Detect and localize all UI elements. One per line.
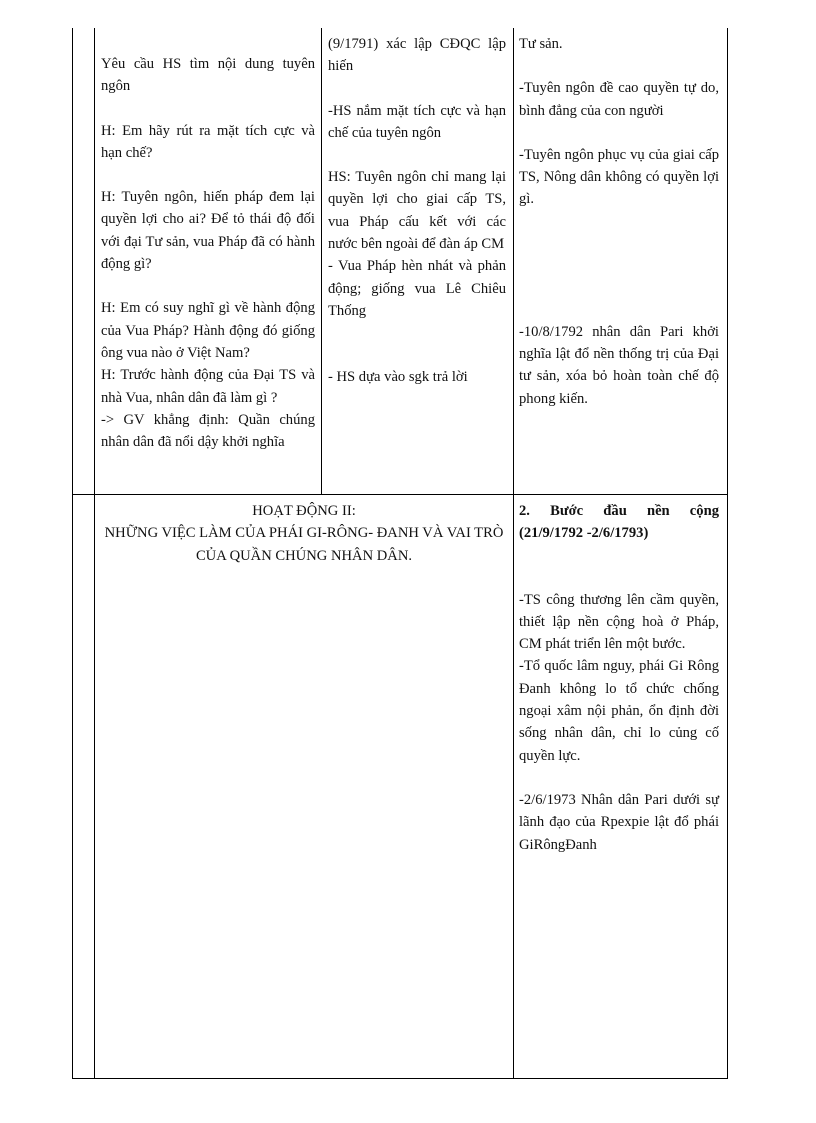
lesson-content-lower-cell [519, 500, 719, 856]
activity-title: HOẠT ĐỘNG II: [252, 503, 356, 519]
activity-heading-cell [101, 500, 507, 567]
blank-line [101, 98, 315, 120]
paragraph: Tư sản. [519, 36, 563, 52]
activity-subtitle: NHỮNG VIỆC LÀM CỦA PHÁI GI-RÔNG- ĐANH VÀ VAI TRÒ CỦA QUẦN CHÚNG NHÂN DÂN. [104, 525, 504, 564]
blank-line [519, 767, 719, 789]
lesson-content-cell [519, 33, 719, 410]
student-activity-cell [328, 33, 506, 389]
paragraph: -2/6/1973 Nhân dân Pari dưới sự lãnh đạo của Rpexpie lật đổ phái GiRôngĐanh [519, 791, 719, 853]
paragraph: -> GV khẳng định: Quần chúng nhân dân đã nổi dậy khởi nghĩa [101, 411, 315, 451]
blank-line [519, 299, 719, 321]
blank-line [328, 78, 506, 100]
teacher-activity-cell [101, 53, 315, 453]
paragraph: HS: Tuyên ngôn chỉ mang lại quyền lợi cho giai cấp TS, vua Pháp cấu kết với các nước bên ngoài để đàn áp CM [328, 169, 506, 253]
blank-line [519, 233, 719, 255]
paragraph: -TS công thương lên cầm quyền, thiết lập nền cộng hoà ở Pháp, CM phát triển lên một bước. [519, 591, 719, 653]
paragraph: -Tuyên ngôn đề cao quyền tự do, bình đẳng của con người [519, 80, 719, 119]
table-content-border [513, 28, 514, 1079]
blank-line [101, 164, 315, 186]
paragraph: H: Em có suy nghĩ gì về hành động của Vua Pháp? Hành động đó giống ông vua nào ở Việt Nam? [101, 300, 315, 361]
blank-line [328, 344, 506, 366]
table-bottom-border [72, 1078, 728, 1079]
table-narrow-column-border [94, 28, 95, 1079]
blank-line [519, 255, 719, 277]
table-right-border [727, 28, 728, 1079]
paragraph: H: Tuyên ngôn, hiến pháp đem lại quyền lợi cho ai? Để tỏ thái độ đối với đại Tư sản, vua Pháp đã có hành động gì? [101, 189, 315, 273]
blank-line [519, 545, 719, 567]
paragraph: Yêu cầu HS tìm nội dung tuyên ngôn [101, 56, 315, 95]
table-left-border [72, 28, 73, 1079]
blank-line [519, 55, 719, 77]
paragraph: -HS nắm mặt tích cực và hạn chế của tuyên ngôn [328, 102, 506, 141]
blank-line [519, 277, 719, 299]
section-heading: 2. Bước đầu nền cộng (21/9/1792 -2/6/1793) [519, 503, 719, 542]
table-row-divider [72, 494, 728, 495]
paragraph: -Tuyên ngôn phục vụ của giai cấp TS, Nông dân không có quyền lợi gì. [519, 146, 719, 208]
paragraph: -10/8/1792 nhân dân Pari khởi nghĩa lật đổ nền thống trị của Đại tư sản, xóa bỏ hoàn toàn chế độ phong kiến. [519, 323, 719, 407]
blank-line [328, 322, 506, 344]
paragraph: H: Em hãy rút ra mặt tích cực và hạn chế? [101, 122, 315, 161]
blank-line [519, 567, 719, 589]
blank-line [519, 211, 719, 233]
blank-line [328, 144, 506, 166]
paragraph: (9/1791) xác lập CĐQC lập hiến [328, 36, 506, 75]
paragraph: H: Trước hành động của Đại TS và nhà Vua, nhân dân đã làm gì ? [101, 367, 315, 406]
table-middle-border [321, 28, 322, 494]
blank-line [519, 122, 719, 144]
paragraph: - HS dựa vào sgk trả lời [328, 369, 468, 386]
paragraph: -Tổ quốc lâm nguy, phái Gi Rông Đanh không lo tổ chức chống ngoại xâm nội phản, ổn định đời sống nhân dân, chỉ lo củng cố quyền lực. [519, 658, 719, 764]
paragraph: - Vua Pháp hèn nhát và phản động; giống vua Lê Chiêu Thống [328, 258, 506, 319]
blank-line [101, 275, 315, 297]
